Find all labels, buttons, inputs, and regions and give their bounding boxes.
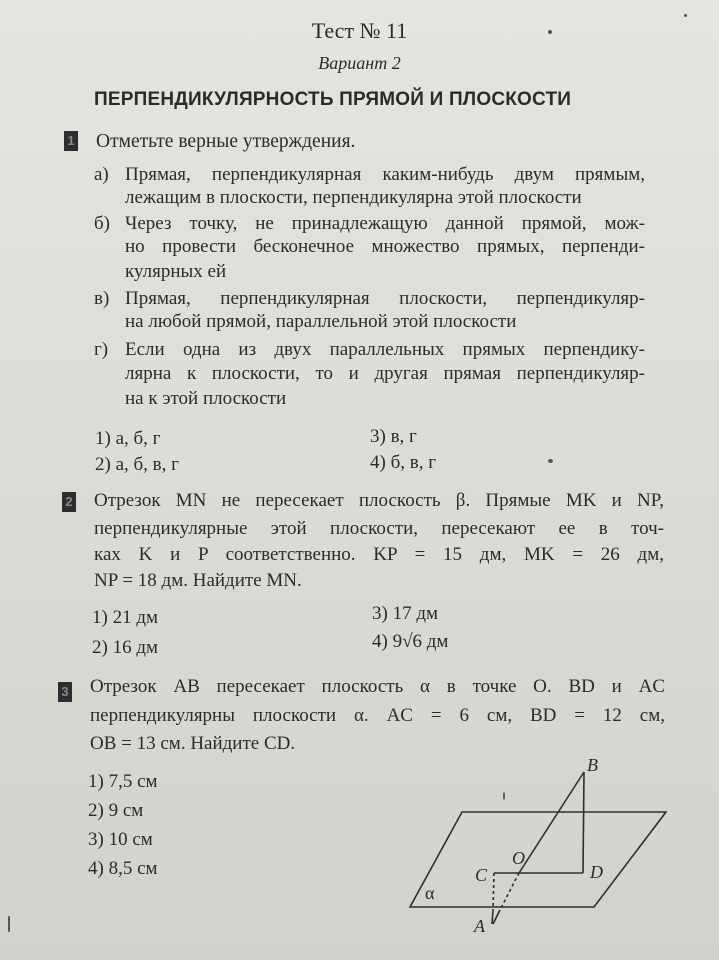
q1-option-b-line: кулярных ей bbox=[125, 261, 227, 282]
q1-answer-4[interactable]: 4) б, в, г bbox=[370, 452, 437, 473]
segment-oa bbox=[500, 873, 519, 910]
q1-option-b-line: но провести бесконечное множество прямых, перпенди- bbox=[125, 236, 645, 257]
q1-option-a-line: Прямая, перпендикулярная каким-нибудь двум прямым, bbox=[125, 164, 645, 185]
q1-option-v-line: на любой прямой, параллельной этой плоскости bbox=[125, 311, 517, 332]
q1-answer-2[interactable]: 2) а, б, в, г bbox=[95, 454, 179, 475]
segment-a-below bbox=[493, 910, 500, 924]
q1-option-g-line: на к этой плоскости bbox=[125, 388, 287, 409]
q1-option-v-letter: в) bbox=[94, 288, 110, 309]
q2-answer-3[interactable]: 3) 17 дм bbox=[372, 603, 439, 624]
label-d: D bbox=[590, 862, 603, 882]
paper-speck bbox=[684, 14, 687, 17]
q1-option-v bbox=[94, 288, 645, 332]
q1-option-g-line: лярна к плоскости, то и другая прямая перпендикуляр- bbox=[125, 363, 645, 384]
q1-option-g-letter: г) bbox=[94, 339, 109, 360]
segment-ob bbox=[519, 772, 584, 873]
q1-option-a-letter: а) bbox=[94, 164, 109, 185]
q1-option-v-line: Прямая, перпендикулярная плоскости, перпендикуляр- bbox=[125, 288, 645, 309]
q2-text-line: перпендикулярные этой плоскости, пересекают ее в точ- bbox=[94, 518, 664, 539]
question-3-number: 3 bbox=[58, 682, 72, 702]
paper-speck bbox=[548, 30, 552, 34]
label-c: C bbox=[475, 865, 488, 885]
q1-option-g bbox=[94, 339, 645, 409]
question-1-prompt: Отметьте верные утверждения. bbox=[96, 131, 356, 152]
label-a: A bbox=[474, 916, 485, 936]
q2-text-line: NP = 18 дм. Найдите MN. bbox=[94, 570, 302, 591]
q1-answer-3[interactable]: 3) в, г bbox=[370, 426, 417, 447]
q2-answer-1[interactable]: 1) 21 дм bbox=[92, 607, 159, 628]
q1-option-b-letter: б) bbox=[94, 213, 110, 234]
q1-option-b-line: Через точку, не принадлежащую данной прямой, мож- bbox=[125, 213, 645, 234]
q1-option-a-line: лежащим в плоскости, перпендикулярна этой плоскости bbox=[125, 187, 582, 208]
q2-text-line: Отрезок MN не пересекает плоскость β. Прямые MK и NP, bbox=[94, 490, 664, 511]
q3-text-line: OB = 13 см. Найдите CD. bbox=[90, 733, 296, 754]
paper-speck bbox=[548, 459, 553, 463]
q3-answer-2[interactable]: 2) 9 см bbox=[88, 800, 144, 821]
label-b: B bbox=[587, 755, 598, 775]
topic-heading: ПЕРПЕНДИКУЛЯРНОСТЬ ПРЯМОЙ И ПЛОСКОСТИ bbox=[94, 89, 572, 110]
q3-text-line: перпендикулярны плоскости α. AC = 6 см, BD = 12 см, bbox=[90, 705, 665, 726]
q2-answer-2[interactable]: 2) 16 дм bbox=[92, 637, 159, 658]
paper-speck bbox=[503, 792, 505, 800]
q1-answer-1[interactable]: 1) а, б, г bbox=[95, 428, 161, 449]
variant-label: Вариант 2 bbox=[318, 53, 401, 73]
plane-alpha bbox=[410, 812, 666, 907]
segment-ca bbox=[493, 873, 494, 910]
label-o: O bbox=[512, 848, 525, 868]
q1-option-b bbox=[94, 213, 645, 282]
test-title: Тест № 11 bbox=[311, 18, 408, 43]
segment-bd bbox=[583, 772, 584, 873]
q3-text-line: Отрезок AB пересекает плоскость α в точке O. BD и AC bbox=[90, 676, 665, 697]
q2-text-line: ках K и P соответственно. KP = 15 дм, MK = 26 дм, bbox=[94, 544, 664, 565]
q2-answer-4[interactable]: 4) 9√6 дм bbox=[372, 631, 449, 652]
q1-option-g-line: Если одна из двух параллельных прямых перпендику- bbox=[125, 339, 645, 360]
q1-option-a bbox=[94, 164, 645, 208]
q3-answer-3[interactable]: 3) 10 см bbox=[88, 829, 153, 850]
q3-answer-1[interactable]: 1) 7,5 см bbox=[88, 771, 158, 792]
segment-ac-below bbox=[492, 910, 493, 924]
question-2-number: 2 bbox=[62, 492, 76, 512]
label-alpha: α bbox=[425, 883, 435, 903]
q3-answer-4[interactable]: 4) 8,5 см bbox=[88, 858, 158, 879]
question-1-number: 1 bbox=[64, 131, 78, 151]
paper-speck bbox=[8, 916, 10, 932]
